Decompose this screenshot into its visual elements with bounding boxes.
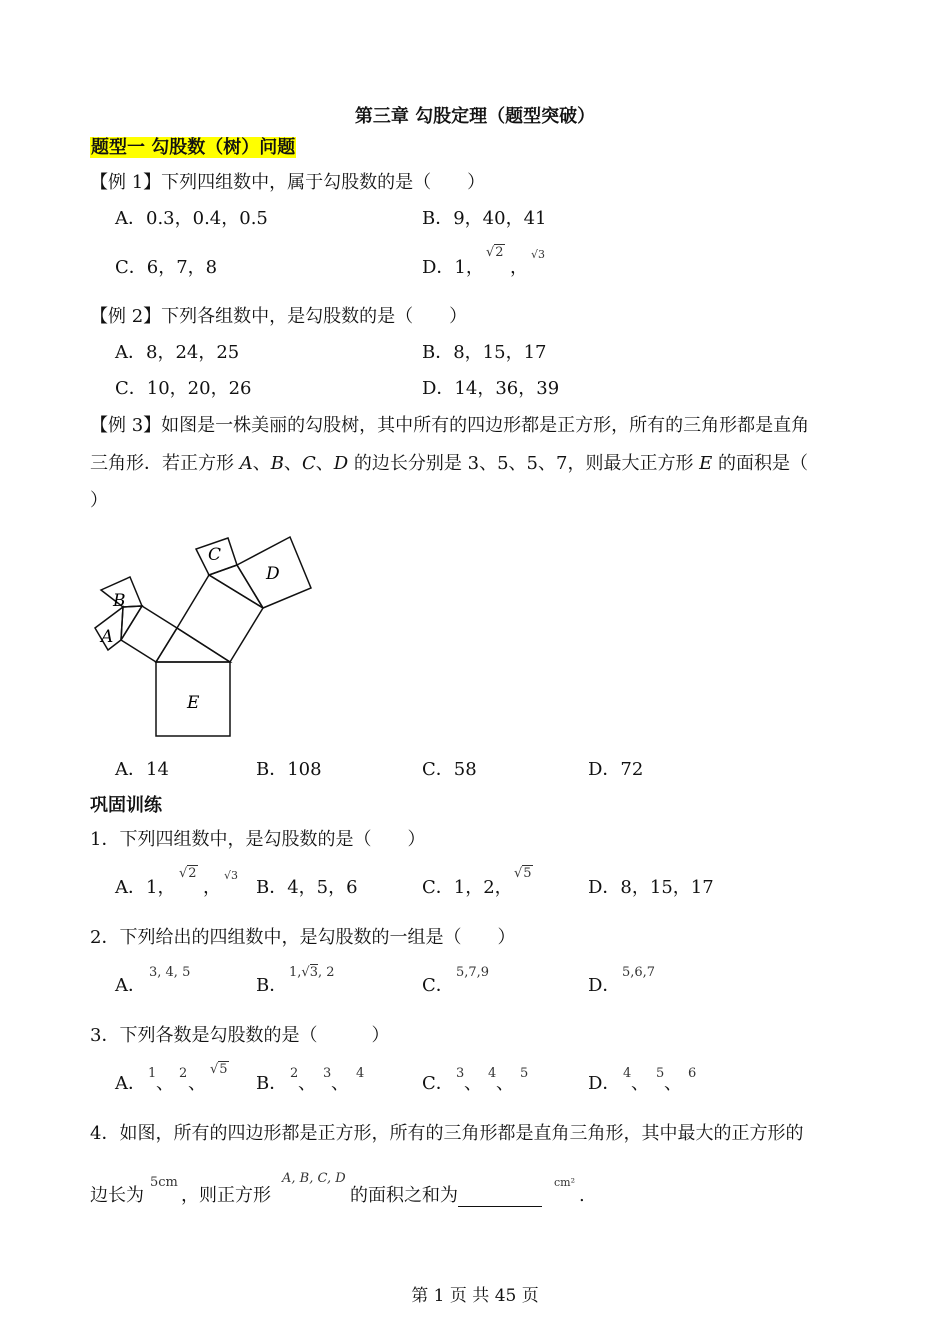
answer-blank[interactable] xyxy=(458,1188,542,1207)
value: 4 xyxy=(623,1066,632,1081)
example-3-option-a: A．14 xyxy=(115,759,169,780)
text-run: 的边长分别是 3、5、5、7，则最大正方形 xyxy=(348,453,700,474)
question-2-option-d-label: D． xyxy=(588,975,621,996)
section-heading-1 xyxy=(90,137,296,159)
sqrt-5: √5 xyxy=(514,866,532,881)
page-footer: 第 1 页 共 45 页 xyxy=(411,1286,539,1306)
example-3-option-d: D．72 xyxy=(588,759,644,780)
separator: 、 xyxy=(496,1073,514,1094)
text-run: , 2 xyxy=(317,965,335,980)
question-2-stem: 2．下列给出的四组数中，是勾股数的一组是（ ） xyxy=(90,927,516,948)
var-d: D xyxy=(333,453,349,474)
separator: 、 xyxy=(298,1073,316,1094)
sqrt-2: √2 xyxy=(486,245,504,260)
text-run: 、 xyxy=(315,453,334,474)
value: 4 xyxy=(488,1066,497,1081)
radicand: 3 xyxy=(538,248,546,261)
label-c: C xyxy=(208,545,222,565)
example-2-option-a: A．8，24，25 xyxy=(115,342,240,363)
question-4-line-2-c xyxy=(350,1185,542,1207)
question-3-stem: 3．下列各数是勾股数的是（ ） xyxy=(90,1025,390,1046)
value: 5 xyxy=(656,1066,665,1081)
question-2-option-b-label: B． xyxy=(256,975,288,996)
text-run: 的面积之和为 xyxy=(350,1185,458,1206)
text-run: 的面积是（ xyxy=(712,453,809,474)
page-title: 第三章 勾股定理（题型突破） xyxy=(354,106,596,127)
separator: ， xyxy=(203,877,221,898)
question-2-option-c-value: 5,7,9 xyxy=(456,965,490,980)
separator: 、 xyxy=(631,1073,649,1094)
text-run: 1, xyxy=(289,965,302,980)
square-left xyxy=(121,606,177,662)
question-2-option-d-value: 5,6,7 xyxy=(622,965,656,980)
radicand: 2 xyxy=(188,866,197,881)
label-e: E xyxy=(187,693,200,713)
question-3-option-d-label: D． xyxy=(588,1073,621,1094)
example-3-line-1: 【例 3】如图是一株美丽的勾股树，其中所有的四边形都是正方形，所有的三角形都是直角 xyxy=(90,415,810,436)
example-2-option-d: D．14，36，39 xyxy=(422,378,560,399)
radicand: 5 xyxy=(219,1062,228,1077)
square-names: A, B, C, D xyxy=(282,1171,346,1186)
radicand: 2 xyxy=(495,245,504,260)
question-3-option-c-label: C． xyxy=(422,1073,454,1094)
example-1-option-a: A．0.3，0.4，0.5 xyxy=(115,208,268,229)
radicand: 3 xyxy=(231,869,239,882)
var-b: B xyxy=(270,453,284,474)
sqrt-5: √5 xyxy=(210,1062,228,1077)
var-e: E xyxy=(699,453,713,474)
separator: 、 xyxy=(664,1073,682,1094)
question-3-option-b-label: B． xyxy=(256,1073,288,1094)
question-2-option-b-value: 1,√3, 2 xyxy=(289,965,335,980)
question-1-option-d: D．8，15，17 xyxy=(588,877,714,898)
example-2-option-c: C．10，20，26 xyxy=(115,378,252,399)
value: 6 xyxy=(688,1066,697,1081)
value: 3 xyxy=(456,1066,465,1081)
sqrt-3: √3 xyxy=(224,869,239,882)
question-1-option-a: A．1， xyxy=(115,877,176,898)
var-a: A xyxy=(239,453,253,474)
value: 1 xyxy=(148,1066,157,1081)
example-1-option-b: B．9，40，41 xyxy=(422,208,547,229)
var-c: C xyxy=(301,453,316,474)
separator: 、 xyxy=(331,1073,349,1094)
question-4-line-2-b: ，则正方形 xyxy=(181,1185,271,1206)
question-1-stem: 1．下列四组数中，是勾股数的是（ ） xyxy=(90,829,426,850)
separator: 、 xyxy=(188,1073,206,1094)
section-heading-2: 巩固训练 xyxy=(90,795,162,816)
value: 2 xyxy=(179,1066,188,1081)
text-run: 、 xyxy=(252,453,271,474)
separator: 、 xyxy=(464,1073,482,1094)
example-3-line-3: ） xyxy=(90,490,108,511)
sqrt-2: √2 xyxy=(179,866,197,881)
label-d: D xyxy=(266,564,280,584)
separator: ， xyxy=(510,257,528,278)
question-4-line-1: 4．如图，所有的四边形都是正方形，所有的三角形都是直角三角形，其中最大的正方形的 xyxy=(90,1123,804,1144)
example-2-option-b: B．8，15，17 xyxy=(422,342,547,363)
question-3-option-a-label: A． xyxy=(115,1073,146,1094)
question-4-line-2-a: 边长为 xyxy=(90,1185,144,1206)
example-3-option-b: B．108 xyxy=(256,759,322,780)
example-1-option-d xyxy=(422,257,484,279)
label-b: B xyxy=(113,591,126,611)
question-2-option-a-label: A． xyxy=(115,975,146,996)
section-heading-text: 题型一 勾股数（树）问题 xyxy=(91,137,296,158)
sqrt-3: √3 xyxy=(531,248,546,261)
separator: 、 xyxy=(156,1073,174,1094)
option-d-prefix: D．1， xyxy=(422,257,484,278)
radicand: 5 xyxy=(523,866,532,881)
value: 3 xyxy=(323,1066,332,1081)
example-1-option-c: C．6，7，8 xyxy=(115,257,218,278)
value: 4 xyxy=(356,1066,365,1081)
question-1-option-b: B．4，5，6 xyxy=(256,877,358,898)
pythagoras-tree-figure xyxy=(85,525,325,745)
example-2-stem: 【例 2】下列各组数中，是勾股数的是（ ） xyxy=(90,306,468,327)
question-2-option-c-label: C． xyxy=(422,975,454,996)
example-3-line-2 xyxy=(90,453,808,475)
question-2-option-a-value: 3, 4, 5 xyxy=(149,965,191,980)
radicand: 3 xyxy=(309,965,318,980)
example-1-stem: 【例 1】下列四组数中，属于勾股数的是（ ） xyxy=(90,172,486,193)
unit: cm² xyxy=(554,1176,576,1189)
label-a: A xyxy=(101,627,114,647)
side-length: 5cm xyxy=(150,1175,178,1190)
example-3-option-c: C．58 xyxy=(422,759,477,780)
triangle-left xyxy=(121,606,142,640)
period: . xyxy=(579,1185,585,1206)
text-run: 、 xyxy=(283,453,302,474)
question-1-option-c: C．1，2， xyxy=(422,877,513,898)
text-run: 三角形．若正方形 xyxy=(90,453,240,474)
value: 2 xyxy=(290,1066,299,1081)
value: 5 xyxy=(520,1066,529,1081)
